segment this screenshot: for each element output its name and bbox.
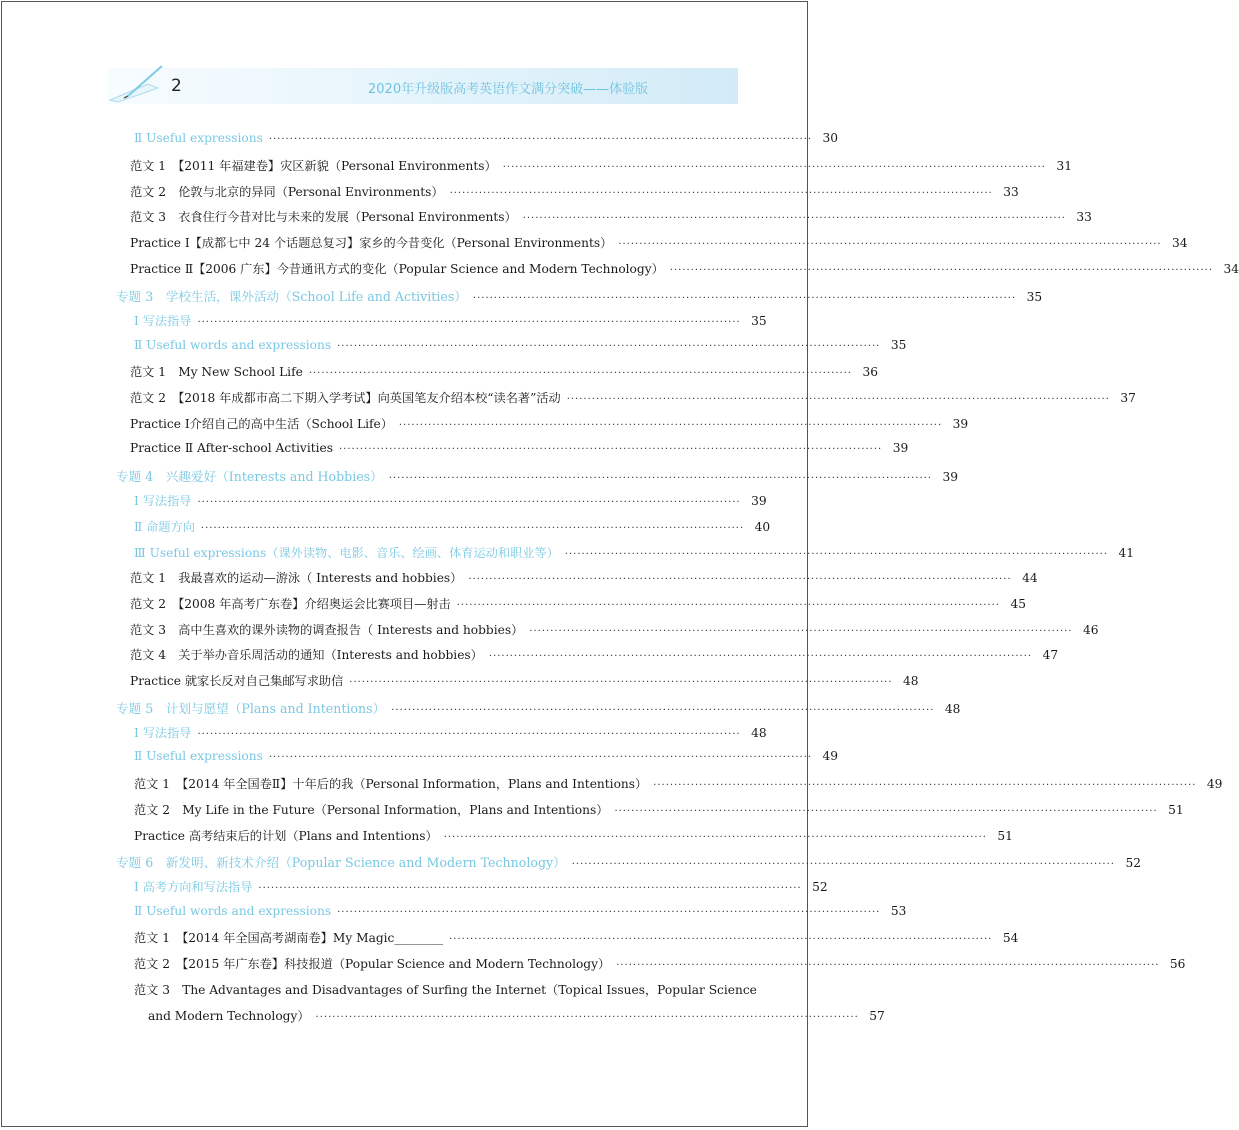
- dot-leader: ··································································································································: [449, 934, 993, 945]
- toc-entry-page: 39: [942, 470, 958, 484]
- dot-leader: ··································································································································: [308, 368, 853, 379]
- toc-entry-label: Practice 高考结束后的计划（Plans and Intentions）: [134, 829, 438, 843]
- toc-entry-page: 52: [1125, 856, 1141, 870]
- toc-entry-page: 52: [812, 880, 828, 894]
- dot-leader: ··································································································································: [258, 883, 802, 894]
- toc-entry-page: 53: [890, 904, 907, 918]
- toc-entry-page: 57: [869, 1009, 885, 1023]
- toc-entry-label: Ⅰ 写法指导: [134, 726, 192, 740]
- toc-entry-label: Practice Ⅰ【成都七中 24 个话题总复习】家乡的今昔变化（Personal Environments）: [130, 236, 613, 250]
- toc-entry-label: and Modern Technology）: [148, 1009, 310, 1023]
- toc-entry: [134, 312, 767, 332]
- toc-entry: [130, 183, 1019, 203]
- toc-entry: [134, 749, 839, 769]
- toc-entry-page: 54: [1002, 931, 1019, 945]
- toc-entry: [134, 801, 1184, 821]
- dot-leader: ··································································································································: [197, 317, 741, 328]
- toc-entry: [130, 569, 1038, 589]
- toc-entry-label: 专题 3 学校生活，课外活动（School Life and Activities）: [116, 289, 467, 304]
- toc-entry-page: 33: [1003, 185, 1019, 199]
- toc-entry-page: 35: [751, 314, 767, 328]
- toc-entry-label: Ⅱ Useful words and expressions: [134, 338, 332, 352]
- toc-entry-page: 45: [1010, 597, 1026, 611]
- toc-entry: [134, 878, 828, 898]
- toc-entry-page: 49: [822, 749, 839, 763]
- toc-entry-label: Ⅱ 命题方向: [134, 520, 195, 534]
- toc-entry-page: 48: [944, 702, 961, 716]
- dot-leader: ··································································································································: [618, 239, 1162, 250]
- toc-entry-label: 范文 3 高中生喜欢的课外读物的调查报告（ Interests and hobbies）: [130, 623, 524, 637]
- toc-entry-label: Ⅱ Useful words and expressions: [134, 904, 332, 918]
- toc-entry-label: Practice Ⅱ After-school Activities: [130, 441, 333, 455]
- toc-entry-label: 范文 2 【2008 年高考广东卷】介绍奥运会比赛项目—射击: [130, 597, 451, 611]
- toc-entry-page: 46: [1083, 623, 1099, 637]
- toc-entry-label: Ⅰ 高考方向和写法指导: [134, 880, 253, 894]
- toc-entry: [130, 595, 1026, 615]
- toc-entry: [134, 131, 839, 151]
- dot-leader: ··································································································································: [338, 444, 883, 455]
- toc-entry-page: 51: [1168, 803, 1184, 817]
- toc-entry: [134, 544, 1135, 564]
- toc-entry-label: 范文 1 My New School Life: [130, 365, 303, 379]
- dot-leader: ··································································································································: [337, 907, 881, 918]
- dot-leader: ··································································································································: [443, 832, 987, 843]
- toc-entry: [134, 518, 771, 538]
- toc-entry-label: 范文 3 The Advantages and Disadvantages of Surfing the Internet（Topical Issues，Popular Science: [134, 983, 757, 997]
- dot-leader: ··································································································································: [391, 705, 935, 716]
- toc-entry: [134, 929, 1019, 949]
- toc-entry: [130, 389, 1136, 409]
- toc-section-heading: [116, 286, 1043, 306]
- toc-entry-label: Ⅱ Useful expressions: [134, 131, 263, 145]
- toc-entry: [130, 208, 1092, 228]
- toc-entry: [130, 415, 969, 435]
- toc-entry-page: 40: [754, 520, 771, 534]
- toc-entry-label: Ⅰ 写法指导: [134, 494, 192, 508]
- toc-entry-page: 34: [1172, 236, 1188, 250]
- dot-leader: ··································································································································: [468, 574, 1012, 585]
- dot-leader: ··································································································································: [197, 497, 741, 508]
- dot-leader: ··································································································································: [337, 341, 881, 352]
- toc-entry-continuation: [148, 1007, 885, 1027]
- toc-entry-page: 44: [1022, 571, 1038, 585]
- toc-entry-label: Practice Ⅰ介绍自己的高中生活（School Life）: [130, 417, 393, 431]
- dot-leader: ··································································································································: [571, 859, 1115, 870]
- toc-entry-page: 39: [751, 494, 767, 508]
- running-header-title: 2020年升级版高考英语作文满分突破——体验版: [368, 82, 649, 97]
- toc-entry-label: Practice Ⅱ【2006 广东】今昔通讯方式的变化（Popular Science and Modern Technology）: [130, 262, 664, 276]
- toc-entry: [130, 363, 879, 383]
- dot-leader: ··································································································································: [449, 188, 993, 199]
- dot-leader: ··································································································································: [566, 394, 1110, 405]
- toc-entry-page: 30: [822, 131, 839, 145]
- dot-leader: ··································································································································: [268, 752, 813, 763]
- toc-entry: [134, 724, 767, 744]
- toc-entry-label: 范文 2 【2015 年广东卷】科技报道（Popular Science and Modern Technology）: [134, 957, 611, 971]
- toc-entry-page: 39: [952, 417, 969, 431]
- dot-leader: ··································································································································: [614, 806, 1158, 817]
- toc-entry-label: 范文 2 伦敦与北京的异同（Personal Environments）: [130, 185, 444, 199]
- toc-entry: [130, 260, 1239, 280]
- toc-entry: [130, 441, 909, 461]
- toc-entry-page: 34: [1223, 262, 1239, 276]
- toc-section-heading: [116, 852, 1141, 872]
- dot-leader: ··································································································································: [197, 729, 741, 740]
- toc-entry: [134, 492, 767, 512]
- dot-leader: ··································································································································: [349, 677, 893, 688]
- toc-entry: [130, 672, 919, 692]
- toc-entry-page: 41: [1118, 546, 1135, 560]
- toc-entry-label: 范文 4 关于举办音乐周活动的通知（Interests and hobbies）: [130, 648, 483, 662]
- toc-entry-page: 48: [751, 726, 767, 740]
- dot-leader: ··································································································································: [398, 420, 943, 431]
- toc-section-heading: [116, 466, 958, 486]
- dot-leader: ··································································································································: [669, 265, 1214, 276]
- dot-leader: ··································································································································: [488, 651, 1033, 662]
- toc-entry-label: 专题 5 计划与愿望（Plans and Intentions）: [116, 701, 386, 716]
- dot-leader: ··································································································································: [522, 213, 1066, 224]
- toc-entry: [130, 157, 1072, 177]
- toc-entry: [134, 955, 1186, 975]
- toc-entry: [134, 827, 1013, 847]
- dot-leader: ··································································································································: [502, 162, 1046, 173]
- toc-entry-page: 51: [997, 829, 1013, 843]
- toc-entry-label: 范文 2 My Life in the Future（Personal Information，Plans and Intentions）: [134, 803, 609, 817]
- toc-entry-label: Practice 就家长反对自己集邮写求助信: [130, 674, 344, 688]
- toc-entry-page: 37: [1120, 391, 1136, 405]
- toc-entry-label: 范文 1 我最喜欢的运动—游泳（ Interests and hobbies）: [130, 571, 463, 585]
- dot-leader: ··································································································································: [529, 626, 1073, 637]
- toc-entry-label: Ⅰ 写法指导: [134, 314, 192, 328]
- toc-entry-label: Ⅱ Useful expressions: [134, 749, 263, 763]
- dot-leader: ··································································································································: [200, 523, 745, 534]
- toc-entry-page: 49: [1206, 777, 1223, 791]
- toc-entry: [130, 621, 1099, 641]
- toc-entry-label: 范文 1 【2011 年福建卷】灾区新貌（Personal Environments）: [130, 159, 497, 173]
- page-number: 2: [171, 76, 182, 96]
- toc-entry-label: 专题 6 新发明、新技术介绍（Popular Science and Modern Technology）: [116, 855, 566, 870]
- toc-entry: [134, 338, 907, 358]
- dot-leader: ··································································································································: [653, 780, 1197, 791]
- toc-entry: [134, 775, 1223, 795]
- dot-leader: ··································································································································: [472, 293, 1017, 304]
- toc-entry-label: Ⅲ Useful expressions（课外读物、电影、音乐、绘画、体育运动和职业等）: [134, 546, 559, 560]
- toc-entry-page: 56: [1169, 957, 1186, 971]
- toc-entry-page: 36: [862, 365, 879, 379]
- toc-entry: [134, 981, 757, 1001]
- toc-entry-page: 31: [1056, 159, 1072, 173]
- toc-entry-label: 范文 2 【2018 年成都市高二下期入学考试】向英国笔友介绍本校“读名著”活动: [130, 391, 561, 405]
- toc-entry: [134, 904, 907, 924]
- dot-leader: ··································································································································: [456, 600, 1000, 611]
- dot-leader: ··································································································································: [268, 134, 813, 145]
- toc-entry-page: 48: [902, 674, 919, 688]
- toc-section-heading: [116, 698, 961, 718]
- dot-leader: ··································································································································: [616, 960, 1160, 971]
- toc-entry-page: 33: [1076, 210, 1092, 224]
- toc-entry-label: 范文 3 衣食住行今昔对比与未来的发展（Personal Environments）: [130, 210, 517, 224]
- toc-entry-page: 47: [1042, 648, 1059, 662]
- toc-entry: [130, 646, 1059, 666]
- dot-leader: ··································································································································: [315, 1012, 859, 1023]
- dot-leader: ··································································································································: [388, 473, 932, 484]
- toc-entry: [130, 234, 1188, 254]
- toc-entry-label: 范文 1 【2014 年全国高考湖南卷】My Magic________: [134, 931, 444, 945]
- toc-entry-page: 35: [1026, 290, 1043, 304]
- dot-leader: ··································································································································: [564, 549, 1109, 560]
- toc-entry-page: 39: [892, 441, 909, 455]
- toc-entry-page: 35: [890, 338, 907, 352]
- toc-entry-label: 专题 4 兴趣爱好（Interests and Hobbies）: [116, 469, 383, 484]
- toc-entry-label: 范文 1 【2014 年全国卷Ⅱ】十年后的我（Personal Information，Plans and Intentions）: [134, 777, 648, 791]
